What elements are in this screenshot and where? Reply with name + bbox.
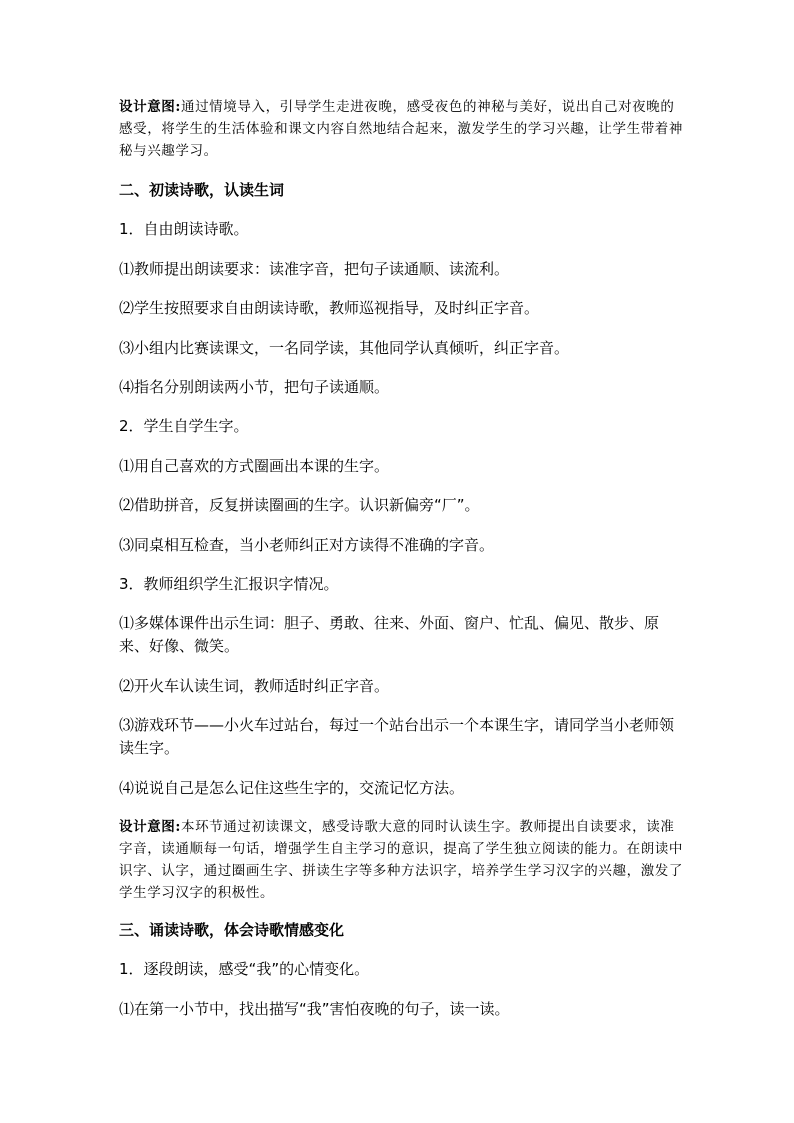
design-intent-text: 本环节通过初读课文，感受诗歌大意的同时认读生字。教师提出自读要求，读准字音，读通顺每一句话，增强学生自主学习的意识，提高了学生独立阅读的能力。在朗读中识字、认字，通过圈画生字、拼读生字等多种方法识字，培养学生学习汉字的兴趣，激发了学生学习汉字的积极性。: [119, 819, 683, 901]
step-2-item-1: ⑴用自己喜欢的方式圈画出本课的生字。: [119, 457, 390, 475]
design-intent-label: 设计意图:: [119, 819, 181, 835]
design-intent-text: 通过情境导入，引导学生走进夜晚，感受夜色的神秘与美好，说出自己对夜晚的感受，将学生的生活体验和课文内容自然地结合起来，激发学生的学习兴趣，让学生带着神秘与兴趣学习。: [119, 99, 683, 159]
step-4: 1．逐段朗读，感受“我”的心情变化。: [119, 960, 370, 978]
step-2-item-3: ⑶同桌相互检查，当小老师纠正对方读得不准确的字音。: [119, 536, 495, 554]
step-3: 3．教师组织学生汇报识字情况。: [119, 575, 339, 593]
step-2: 2．学生自学生字。: [119, 417, 249, 435]
step-3-item-2: ⑵开火车认读生词，教师适时纠正字音。: [119, 677, 390, 695]
step-1-item-3: ⑶小组内比赛读课文，一名同学读，其他同学认真倾听，纠正字音。: [119, 339, 570, 357]
design-intent-1: [119, 96, 684, 162]
step-1-item-1: ⑴教师提出朗读要求：读准字音，把句子读通顺、读流利。: [119, 260, 510, 278]
design-intent-2: [119, 816, 684, 904]
step-1-item-2: ⑵学生按照要求自由朗读诗歌，教师巡视指导，及时纠正字音。: [119, 299, 540, 317]
step-3-item-4: ⑷说说自己是怎么记住这些生字的，交流记忆方法。: [119, 779, 465, 797]
step-4-item-1: ⑴在第一小节中，找出描写“我”害怕夜晚的句子，读一读。: [119, 1000, 510, 1018]
step-3-item-1: ⑴多媒体课件出示生词：胆子、勇敢、往来、外面、窗户、忙乱、偏见、散步、原来、好像、微笑。: [119, 614, 660, 655]
step-1: 1．自由朗读诗歌。: [119, 220, 249, 238]
section-heading-3: 三、诵读诗歌，体会诗歌情感变化: [119, 921, 345, 939]
step-2-item-2: ⑵借助拼音，反复拼读圈画的生字。认识新偏旁“厂”。: [119, 496, 480, 514]
design-intent-label: 设计意图:: [119, 99, 181, 115]
section-heading-2: 二、初读诗歌，认读生词: [119, 181, 285, 199]
step-3-item-3: ⑶游戏环节——小火车过站台，每过一个站台出示一个本课生字，请同学当小老师领读生字。: [119, 716, 675, 757]
step-1-item-4: ⑷指名分别朗读两小节，把句子读通顺。: [119, 378, 390, 396]
